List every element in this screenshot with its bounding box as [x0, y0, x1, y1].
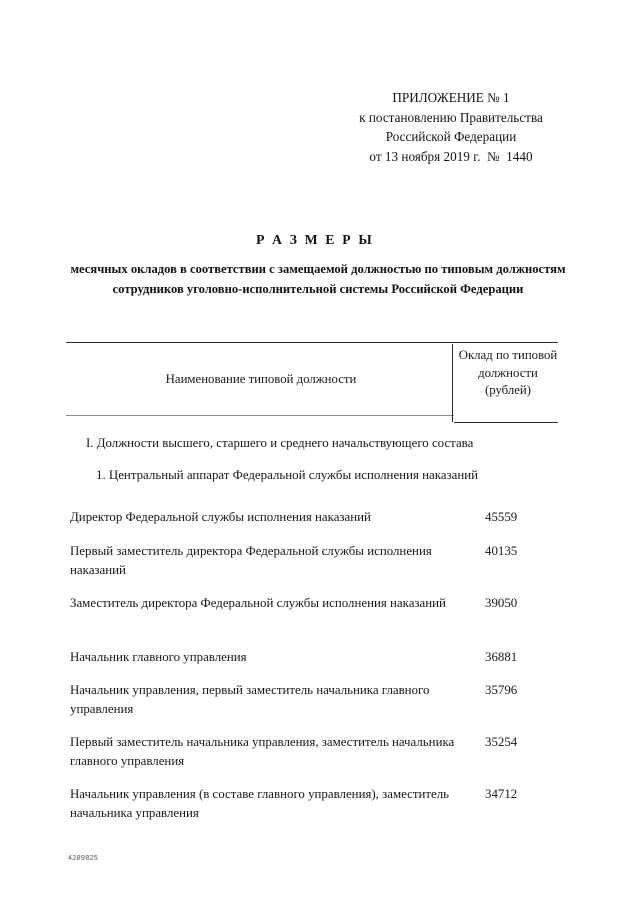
- table-header-bottom-rule-right: [454, 422, 558, 423]
- row-salary-amount: 40135: [485, 544, 518, 558]
- column-header-position-name: Наименование типовой должности: [165, 372, 357, 386]
- row-salary-amount: 39050: [485, 596, 518, 610]
- row-salary-amount: 35254: [485, 735, 518, 749]
- row-position-title: Начальник управления, первый заместитель начальника главного управления: [70, 683, 430, 716]
- appendix-reference-block: [336, 88, 566, 166]
- row-salary-amount: 45559: [485, 510, 518, 524]
- salary-rows: [70, 508, 562, 848]
- appendix-authority-line-2: Российской Федерации: [385, 129, 517, 144]
- column-header-salary: Оклад по типовой должности (рублей): [458, 348, 558, 397]
- document-code: 4289825: [68, 853, 99, 862]
- table-header-bottom-rule-left: [66, 415, 454, 416]
- appendix-number: ПРИЛОЖЕНИЕ № 1: [392, 90, 510, 105]
- table-header-column-divider: [452, 344, 453, 422]
- appendix-authority-line-1: к постановлению Правительства: [359, 109, 543, 125]
- document-subtitle: месячных окладов в соответствии с замещаемой должностью по типовым должностям сотрудников уголовно-исполнительной системы Российской Федерации: [70, 262, 566, 296]
- row-position-title: Первый заместитель директора Федеральной службы исполнения наказаний: [70, 544, 432, 577]
- section-heading-1: I. Должности высшего, старшего и среднего начальствующего состава: [86, 436, 474, 450]
- section-heading-2: 1. Центральный аппарат Федеральной службы исполнения наказаний: [96, 468, 479, 482]
- row-position-title: Начальник управления (в составе главного управления), заместитель начальника управления: [70, 787, 450, 820]
- row-salary-amount: 35796: [485, 683, 518, 697]
- table-top-rule: [66, 342, 558, 343]
- row-position-title: Заместитель директора Федеральной службы исполнения наказаний: [70, 596, 446, 610]
- row-position-title: Первый заместитель начальника управления, заместитель начальника главного управления: [70, 735, 455, 768]
- row-salary-amount: 36881: [485, 650, 518, 664]
- document-title: Р А З М Е Р Ы: [256, 232, 374, 247]
- row-position-title: Директор Федеральной службы исполнения наказаний: [70, 510, 371, 524]
- table-header: [66, 342, 558, 424]
- row-position-title: Начальник главного управления: [70, 650, 247, 664]
- appendix-date-number: от 13 ноября 2019 г. № 1440: [369, 148, 533, 164]
- row-salary-amount: 34712: [485, 787, 518, 801]
